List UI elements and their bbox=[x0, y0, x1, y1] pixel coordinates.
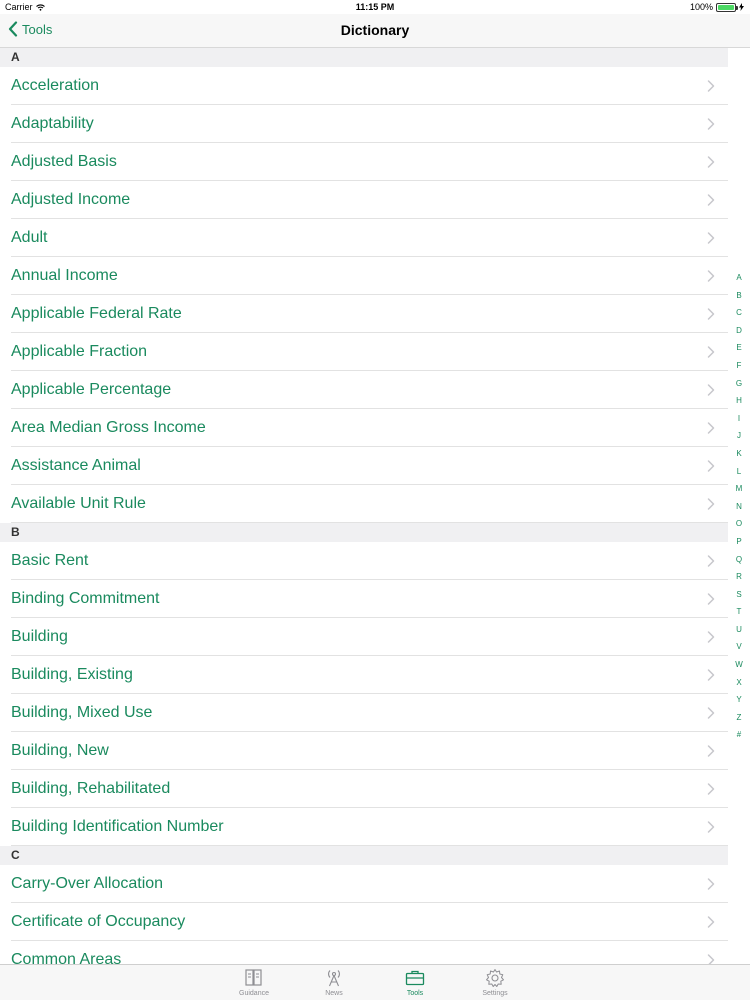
list-item-label: Building, Existing bbox=[11, 666, 133, 683]
list-item[interactable] bbox=[0, 618, 728, 656]
chevron-right-icon bbox=[704, 668, 718, 682]
chevron-right-icon bbox=[704, 459, 718, 473]
list-item[interactable] bbox=[0, 656, 728, 694]
toolbox-icon bbox=[404, 967, 426, 989]
list-item[interactable] bbox=[0, 333, 728, 371]
status-time: 11:15 PM bbox=[355, 2, 395, 12]
list-item[interactable] bbox=[0, 732, 728, 770]
tab-tools-label: Tools bbox=[406, 990, 424, 997]
tab-guidance[interactable] bbox=[224, 967, 284, 997]
list-item[interactable] bbox=[0, 770, 728, 808]
index-letter[interactable]: T bbox=[736, 607, 742, 617]
index-letter[interactable]: W bbox=[735, 660, 743, 670]
chevron-right-icon bbox=[704, 497, 718, 511]
list-item-label: Building Identification Number bbox=[11, 818, 224, 835]
tab-settings[interactable] bbox=[465, 967, 525, 997]
section-header: B bbox=[0, 523, 728, 542]
list-item-label: Carry-Over Allocation bbox=[11, 875, 164, 892]
index-letter[interactable]: B bbox=[736, 290, 742, 300]
list-item[interactable] bbox=[0, 219, 728, 257]
status-bar bbox=[0, 0, 750, 14]
list-item[interactable] bbox=[0, 257, 728, 295]
list-item-label: Acceleration bbox=[11, 77, 100, 94]
list-item-label: Applicable Percentage bbox=[11, 381, 172, 398]
list-item[interactable] bbox=[0, 694, 728, 732]
list-item-label: Building, Rehabilitated bbox=[11, 780, 171, 797]
index-letter[interactable]: A bbox=[736, 273, 742, 282]
list-item-label: Applicable Fraction bbox=[11, 343, 148, 360]
list-item-label: Adjusted Basis bbox=[11, 153, 117, 170]
section-header: C bbox=[0, 846, 728, 865]
index-letter[interactable]: D bbox=[736, 325, 742, 335]
list-item[interactable] bbox=[0, 409, 728, 447]
index-letter[interactable]: F bbox=[736, 360, 742, 370]
index-letter[interactable]: G bbox=[735, 378, 743, 388]
list-item-label: Area Median Gross Income bbox=[11, 419, 206, 436]
chevron-right-icon bbox=[704, 877, 718, 891]
list-item-label: Adjusted Income bbox=[11, 191, 131, 208]
book-icon bbox=[243, 967, 265, 989]
navigation-bar bbox=[0, 14, 750, 48]
list-item-label: Certificate of Occupancy bbox=[11, 913, 186, 930]
list-item[interactable] bbox=[0, 143, 728, 181]
index-letter[interactable]: # bbox=[736, 730, 742, 740]
tab-guidance-label: Guidance bbox=[239, 990, 269, 997]
chevron-right-icon bbox=[704, 630, 718, 644]
chevron-right-icon bbox=[704, 820, 718, 834]
list-item-label: Adult bbox=[11, 229, 48, 246]
tab-news-label: News bbox=[325, 990, 343, 997]
chevron-right-icon bbox=[704, 782, 718, 796]
chevron-right-icon bbox=[704, 307, 718, 321]
battery-indicator bbox=[690, 2, 744, 12]
chevron-right-icon bbox=[704, 193, 718, 207]
list-item[interactable] bbox=[0, 67, 728, 105]
index-letter[interactable]: C bbox=[736, 308, 742, 318]
chevron-right-icon bbox=[704, 79, 718, 93]
index-letter[interactable]: Q bbox=[735, 554, 743, 564]
list-item[interactable] bbox=[0, 371, 728, 409]
chevron-right-icon bbox=[704, 706, 718, 720]
chevron-right-icon bbox=[704, 953, 718, 964]
list-item[interactable] bbox=[0, 295, 728, 333]
list-item[interactable] bbox=[0, 808, 728, 846]
chevron-right-icon bbox=[704, 554, 718, 568]
tab-settings-label: Settings bbox=[482, 990, 508, 997]
gear-icon bbox=[484, 967, 506, 989]
tab-tools[interactable] bbox=[385, 967, 445, 997]
list-item[interactable] bbox=[0, 485, 728, 523]
chevron-right-icon bbox=[704, 345, 718, 359]
list-item-label: Building, Mixed Use bbox=[11, 704, 153, 721]
list-item-label: Basic Rent bbox=[11, 552, 89, 569]
chevron-right-icon bbox=[704, 744, 718, 758]
chevron-right-icon bbox=[704, 915, 718, 929]
index-letter[interactable]: N bbox=[736, 501, 742, 511]
tab-bar bbox=[0, 964, 750, 1000]
list-item[interactable] bbox=[0, 181, 728, 219]
section-header: A bbox=[0, 48, 728, 67]
index-letter[interactable]: L bbox=[736, 466, 742, 476]
index-letter[interactable]: P bbox=[736, 536, 742, 546]
index-letter[interactable]: H bbox=[736, 396, 742, 406]
list-item[interactable] bbox=[0, 865, 728, 903]
list-item-label: Assistance Animal bbox=[11, 457, 141, 474]
back-button-label: Tools bbox=[22, 21, 53, 37]
index-letter[interactable]: O bbox=[735, 519, 743, 529]
index-letter[interactable]: E bbox=[736, 343, 742, 353]
index-letter[interactable]: M bbox=[735, 484, 743, 494]
list-item[interactable] bbox=[0, 903, 728, 941]
list-item[interactable] bbox=[0, 941, 728, 964]
tab-news[interactable] bbox=[304, 967, 364, 997]
index-letter[interactable]: S bbox=[736, 589, 742, 599]
chevron-right-icon bbox=[704, 421, 718, 435]
chevron-right-icon bbox=[704, 269, 718, 283]
chevron-right-icon bbox=[704, 383, 718, 397]
index-letter[interactable]: I bbox=[737, 413, 741, 423]
list-item[interactable] bbox=[0, 580, 728, 618]
chevron-right-icon bbox=[704, 231, 718, 245]
list-item-label: Binding Commitment bbox=[11, 590, 160, 607]
battery-icon bbox=[716, 3, 736, 12]
list-item[interactable] bbox=[0, 542, 728, 580]
index-letter[interactable]: J bbox=[737, 431, 741, 441]
carrier-label: Carrier bbox=[5, 2, 33, 12]
list-item-label: Adaptability bbox=[11, 115, 94, 132]
list-item-label: Applicable Federal Rate bbox=[11, 305, 182, 322]
list-item-label: Available Unit Rule bbox=[11, 495, 146, 512]
index-letter[interactable]: V bbox=[736, 642, 742, 652]
dictionary-list[interactable] bbox=[0, 48, 728, 964]
list-item[interactable] bbox=[0, 447, 728, 485]
list-item[interactable] bbox=[0, 105, 728, 143]
charging-icon bbox=[739, 3, 744, 11]
list-item-label: Annual Income bbox=[11, 267, 118, 284]
antenna-icon bbox=[323, 967, 345, 989]
index-letter[interactable]: U bbox=[736, 624, 742, 634]
index-letter[interactable]: R bbox=[736, 572, 742, 582]
chevron-right-icon bbox=[704, 592, 718, 606]
index-letter[interactable]: Y bbox=[736, 695, 742, 705]
list-item-label: Building bbox=[11, 628, 68, 645]
index-letter[interactable]: K bbox=[736, 448, 742, 458]
chevron-right-icon bbox=[704, 117, 718, 131]
section-index-bar[interactable] bbox=[732, 269, 746, 744]
list-item-label: Common Areas bbox=[11, 951, 122, 964]
index-letter[interactable]: Z bbox=[736, 712, 742, 722]
battery-percent: 100% bbox=[689, 2, 713, 12]
battery-fill bbox=[718, 5, 734, 10]
chevron-right-icon bbox=[704, 155, 718, 169]
page-title: Dictionary bbox=[340, 22, 410, 38]
index-letter[interactable]: X bbox=[736, 677, 742, 687]
list-item-label: Building, New bbox=[11, 742, 109, 759]
